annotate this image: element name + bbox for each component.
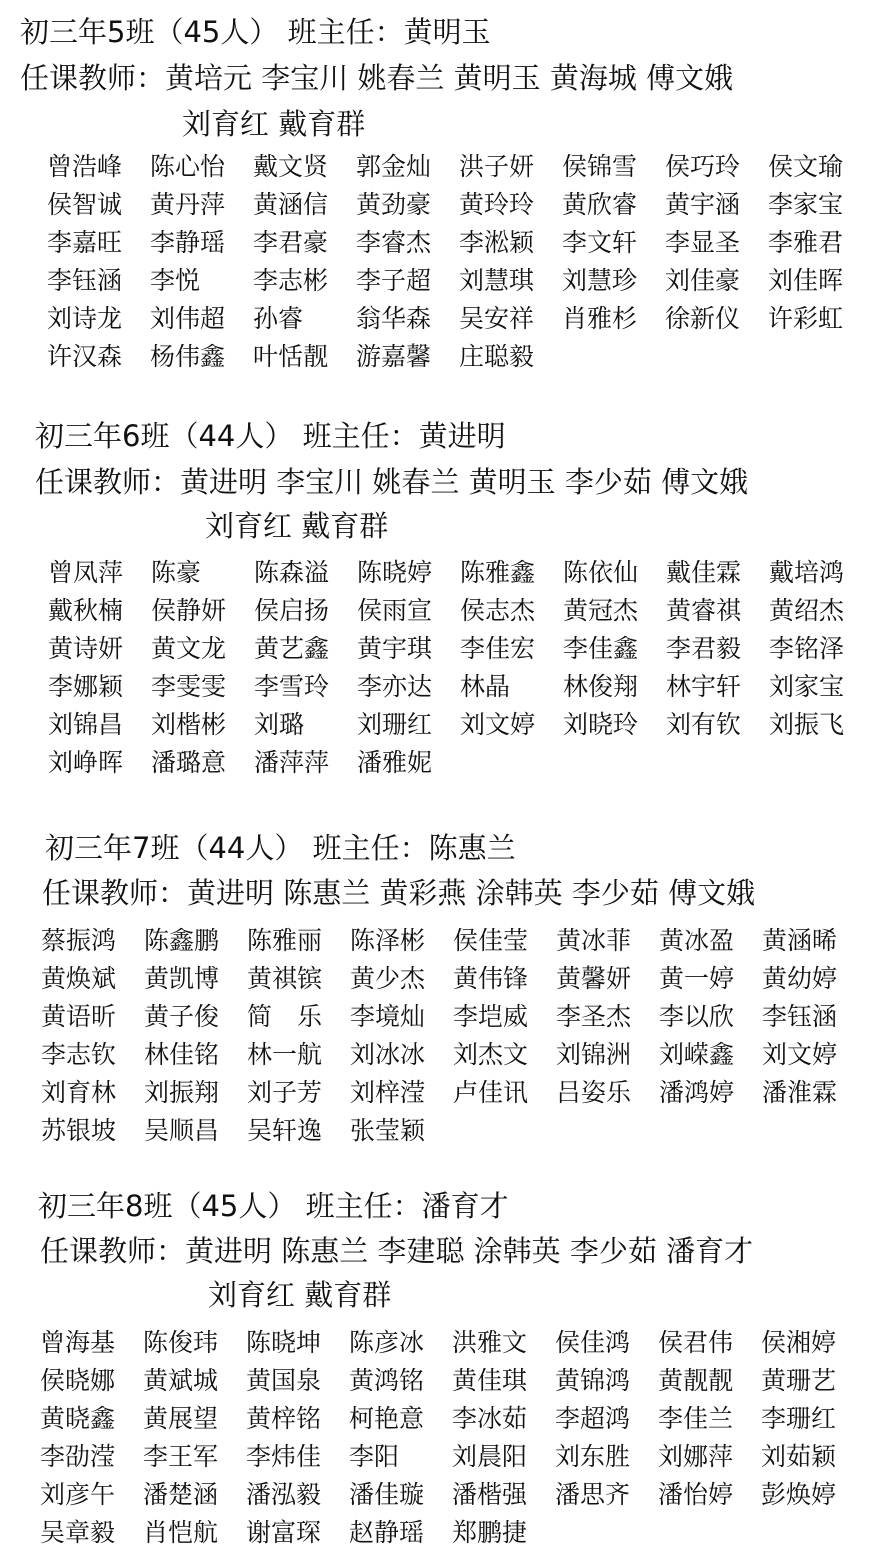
student-name: 刘东胜 (555, 1442, 631, 1471)
student-name: 侯静妍 (151, 596, 227, 625)
student-name: 李劭滢 (40, 1442, 116, 1471)
student-list (48, 554, 872, 782)
student-name: 刘伟超 (150, 304, 226, 333)
student-name: 侯湘婷 (761, 1328, 837, 1357)
teachers-line: 任课教师：黄进明 陈惠兰 黄彩燕 涂韩英 李少茹 傅文娥 (42, 876, 756, 910)
student-name: 李佳宏 (460, 634, 536, 663)
student-name: 苏银坡 (41, 1116, 117, 1145)
student-name: 林宇轩 (666, 672, 742, 701)
student-name: 黄诗妍 (48, 634, 124, 663)
student-name: 李君豪 (253, 228, 329, 257)
student-name: 陈雅鑫 (460, 558, 536, 587)
student-name: 刘振飞 (769, 710, 845, 739)
teachers-line-continued: 刘育红 戴育群 (205, 509, 389, 543)
student-name: 黄玲玲 (459, 190, 535, 219)
student-name: 黄劲豪 (356, 190, 432, 219)
student-name: 黄鸿铭 (349, 1366, 425, 1395)
student-name: 许汉森 (47, 342, 123, 371)
student-name: 洪雅文 (452, 1328, 528, 1357)
student-name: 侯锦雪 (562, 152, 638, 181)
student-name: 吕姿乐 (556, 1078, 632, 1107)
student-list (47, 148, 871, 376)
student-name: 刘楷彬 (151, 710, 227, 739)
student-name: 刘彦午 (40, 1480, 116, 1509)
student-list (40, 1324, 864, 1552)
student-name: 陈心怡 (150, 152, 226, 181)
student-name: 刘锦洲 (556, 1040, 632, 1069)
class-title: 初三年8班（45人） 班主任：潘育才 (38, 1189, 509, 1223)
student-name: 李冰茹 (452, 1404, 528, 1433)
student-name: 李铭泽 (769, 634, 845, 663)
student-name: 李淞颖 (459, 228, 535, 257)
student-name: 刘璐 (254, 710, 305, 739)
student-name: 潘思齐 (555, 1480, 631, 1509)
student-name: 黄伟锋 (453, 964, 529, 993)
student-name: 蔡振鸿 (41, 926, 117, 955)
student-name: 黄锦鸿 (555, 1366, 631, 1395)
student-name: 黄语昕 (41, 1002, 117, 1031)
student-name: 潘鸿婷 (659, 1078, 735, 1107)
student-name: 潘雅妮 (357, 748, 433, 777)
student-name: 黄睿祺 (666, 596, 742, 625)
student-name: 刘杰文 (453, 1040, 529, 1069)
student-name: 吴安祥 (459, 304, 535, 333)
student-name: 翁华森 (356, 304, 432, 333)
student-name: 侯智诚 (47, 190, 123, 219)
class-title: 初三年6班（44人） 班主任：黄进明 (35, 419, 506, 453)
student-name: 徐新仪 (665, 304, 741, 333)
student-name: 刘慧琪 (459, 266, 535, 295)
student-name: 黄祺镔 (247, 964, 323, 993)
student-name: 侯佳莹 (453, 926, 529, 955)
student-name: 李静瑶 (150, 228, 226, 257)
student-name: 黄艺鑫 (254, 634, 330, 663)
student-name: 刘文婷 (460, 710, 536, 739)
student-name: 黄冰盈 (659, 926, 735, 955)
student-name: 刘嵘鑫 (659, 1040, 735, 1069)
student-name: 戴秋楠 (48, 596, 124, 625)
student-name: 李炜佳 (246, 1442, 322, 1471)
student-name: 黄梓铭 (246, 1404, 322, 1433)
student-name: 刘佳晖 (768, 266, 844, 295)
student-name: 赵静瑶 (349, 1518, 425, 1547)
student-name: 刘振翔 (144, 1078, 220, 1107)
student-name: 潘璐意 (151, 748, 227, 777)
student-name: 黄展望 (143, 1404, 219, 1433)
student-name: 李王军 (143, 1442, 219, 1471)
student-name: 杨伟鑫 (150, 342, 226, 371)
student-name: 许彩虹 (768, 304, 844, 333)
student-name: 戴培鸿 (769, 558, 845, 587)
student-name: 黄珊艺 (761, 1366, 837, 1395)
student-name: 李悦 (150, 266, 201, 295)
student-name: 陈鑫鹏 (144, 926, 220, 955)
student-name: 郑鹏捷 (452, 1518, 528, 1547)
student-name: 李阳 (349, 1442, 400, 1471)
student-name: 林晶 (460, 672, 511, 701)
student-name: 李家宝 (768, 190, 844, 219)
student-name: 刘佳豪 (665, 266, 741, 295)
teachers-line: 任课教师：黄培元 李宝川 姚春兰 黄明玉 黄海城 傅文娥 (20, 61, 734, 95)
student-name: 李志钦 (41, 1040, 117, 1069)
student-name: 林佳铭 (144, 1040, 220, 1069)
student-name: 李佳兰 (658, 1404, 734, 1433)
student-name: 李钰涵 (47, 266, 123, 295)
student-name: 柯艳意 (349, 1404, 425, 1433)
student-name: 刘珊红 (357, 710, 433, 739)
student-name: 卢佳讯 (453, 1078, 529, 1107)
student-name: 李文轩 (562, 228, 638, 257)
student-name: 曾凤萍 (48, 558, 124, 587)
student-name: 刘茹颖 (761, 1442, 837, 1471)
student-name: 潘楚涵 (143, 1480, 219, 1509)
student-name: 李亦达 (357, 672, 433, 701)
student-name: 李君毅 (666, 634, 742, 663)
student-name: 侯文瑜 (768, 152, 844, 181)
student-name: 黄幼婷 (762, 964, 838, 993)
student-name: 李睿杰 (356, 228, 432, 257)
student-name: 陈晓坤 (246, 1328, 322, 1357)
student-name: 侯志杰 (460, 596, 536, 625)
student-name: 曾海基 (40, 1328, 116, 1357)
student-name: 李垲威 (453, 1002, 529, 1031)
student-name: 黄冰菲 (556, 926, 632, 955)
student-name: 李佳鑫 (563, 634, 639, 663)
student-name: 陈豪 (151, 558, 202, 587)
student-name: 侯佳鸿 (555, 1328, 631, 1357)
student-name: 黄冠杰 (563, 596, 639, 625)
student-name: 孙睿 (253, 304, 304, 333)
student-name: 陈俊玮 (143, 1328, 219, 1357)
student-name: 洪子妍 (459, 152, 535, 181)
student-name: 李志彬 (253, 266, 329, 295)
student-name: 刘慧珍 (562, 266, 638, 295)
student-name: 黄馨妍 (556, 964, 632, 993)
teachers-line: 任课教师：黄进明 李宝川 姚春兰 黄明玉 李少茹 傅文娥 (35, 465, 749, 499)
student-name: 侯雨宣 (357, 596, 433, 625)
teachers-line: 任课教师：黄进明 陈惠兰 李建聪 涂韩英 李少茹 潘育才 (40, 1234, 754, 1268)
student-name: 黄少杰 (350, 964, 426, 993)
student-name: 李雪玲 (254, 672, 330, 701)
student-name: 李圣杰 (556, 1002, 632, 1031)
student-name: 潘佳璇 (349, 1480, 425, 1509)
student-name: 黄一婷 (659, 964, 735, 993)
student-name: 刘梓滢 (350, 1078, 426, 1107)
student-name: 潘楷强 (452, 1480, 528, 1509)
student-name: 黄国泉 (246, 1366, 322, 1395)
student-name: 肖雅杉 (562, 304, 638, 333)
student-name: 黄欣睿 (562, 190, 638, 219)
student-name: 刘晓玲 (563, 710, 639, 739)
student-name: 李以欣 (659, 1002, 735, 1031)
student-name: 侯晓娜 (40, 1366, 116, 1395)
student-name: 刘育林 (41, 1078, 117, 1107)
student-name: 陈泽彬 (350, 926, 426, 955)
student-name: 庄聪毅 (459, 342, 535, 371)
student-name: 林俊翔 (563, 672, 639, 701)
student-name: 刘文婷 (762, 1040, 838, 1069)
student-name: 郭金灿 (356, 152, 432, 181)
student-name: 叶恬靓 (253, 342, 329, 371)
student-name: 刘有钦 (666, 710, 742, 739)
student-name: 刘娜萍 (658, 1442, 734, 1471)
student-name: 潘淮霖 (762, 1078, 838, 1107)
student-name: 黄子俊 (144, 1002, 220, 1031)
student-name: 吴轩逸 (247, 1116, 323, 1145)
student-name: 吴顺昌 (144, 1116, 220, 1145)
student-name: 李子超 (356, 266, 432, 295)
student-name: 肖恺航 (143, 1518, 219, 1547)
student-name: 潘泓毅 (246, 1480, 322, 1509)
student-name: 黄涵信 (253, 190, 329, 219)
student-name: 刘诗龙 (47, 304, 123, 333)
student-name: 李雯雯 (151, 672, 227, 701)
student-name: 黄佳琪 (452, 1366, 528, 1395)
student-name: 李超鸿 (555, 1404, 631, 1433)
student-name: 戴佳霖 (666, 558, 742, 587)
student-name: 黄涵晞 (762, 926, 838, 955)
student-name: 游嘉馨 (356, 342, 432, 371)
student-name: 刘锦昌 (48, 710, 124, 739)
student-name: 李境灿 (350, 1002, 426, 1031)
teachers-line-continued: 刘育红 戴育群 (208, 1278, 392, 1312)
teachers-line-continued: 刘育红 戴育群 (182, 107, 366, 141)
class-title: 初三年5班（45人） 班主任：黄明玉 (20, 15, 491, 49)
student-name: 侯君伟 (658, 1328, 734, 1357)
student-name: 陈森溢 (254, 558, 330, 587)
student-name: 李娜颖 (48, 672, 124, 701)
student-name: 陈雅丽 (247, 926, 323, 955)
student-name: 潘怡婷 (658, 1480, 734, 1509)
student-name: 李嘉旺 (47, 228, 123, 257)
student-name: 黄宇琪 (357, 634, 433, 663)
student-name: 刘晨阳 (452, 1442, 528, 1471)
student-name: 黄绍杰 (769, 596, 845, 625)
student-name: 陈依仙 (563, 558, 639, 587)
student-name: 黄凯博 (144, 964, 220, 993)
student-name: 侯巧玲 (665, 152, 741, 181)
student-name: 黄焕斌 (41, 964, 117, 993)
student-name: 李珊红 (761, 1404, 837, 1433)
student-name: 刘冰冰 (350, 1040, 426, 1069)
student-name: 陈彦冰 (349, 1328, 425, 1357)
student-name: 刘峥晖 (48, 748, 124, 777)
student-name: 黄丹萍 (150, 190, 226, 219)
student-name: 李显圣 (665, 228, 741, 257)
student-name: 李钰涵 (762, 1002, 838, 1031)
student-name: 刘子芳 (247, 1078, 323, 1107)
student-name: 黄靓靓 (658, 1366, 734, 1395)
class-title: 初三年7班（44人） 班主任：陈惠兰 (45, 831, 516, 865)
student-name: 张莹颖 (350, 1116, 426, 1145)
student-name: 侯启扬 (254, 596, 330, 625)
student-name: 李雅君 (768, 228, 844, 257)
student-name: 潘萍萍 (254, 748, 330, 777)
student-name: 曾浩峰 (47, 152, 123, 181)
student-name: 黄文龙 (151, 634, 227, 663)
student-list (41, 922, 865, 1150)
student-name: 黄宇涵 (665, 190, 741, 219)
student-name: 戴文贤 (253, 152, 329, 181)
student-name: 刘家宝 (769, 672, 845, 701)
student-name: 简 乐 (247, 1002, 323, 1031)
student-name: 陈晓婷 (357, 558, 433, 587)
student-name: 彭焕婷 (761, 1480, 837, 1509)
student-name: 黄晓鑫 (40, 1404, 116, 1433)
student-name: 谢富琛 (246, 1518, 322, 1547)
student-name: 吴章毅 (40, 1518, 116, 1547)
student-name: 林一航 (247, 1040, 323, 1069)
student-name: 黄斌城 (143, 1366, 219, 1395)
